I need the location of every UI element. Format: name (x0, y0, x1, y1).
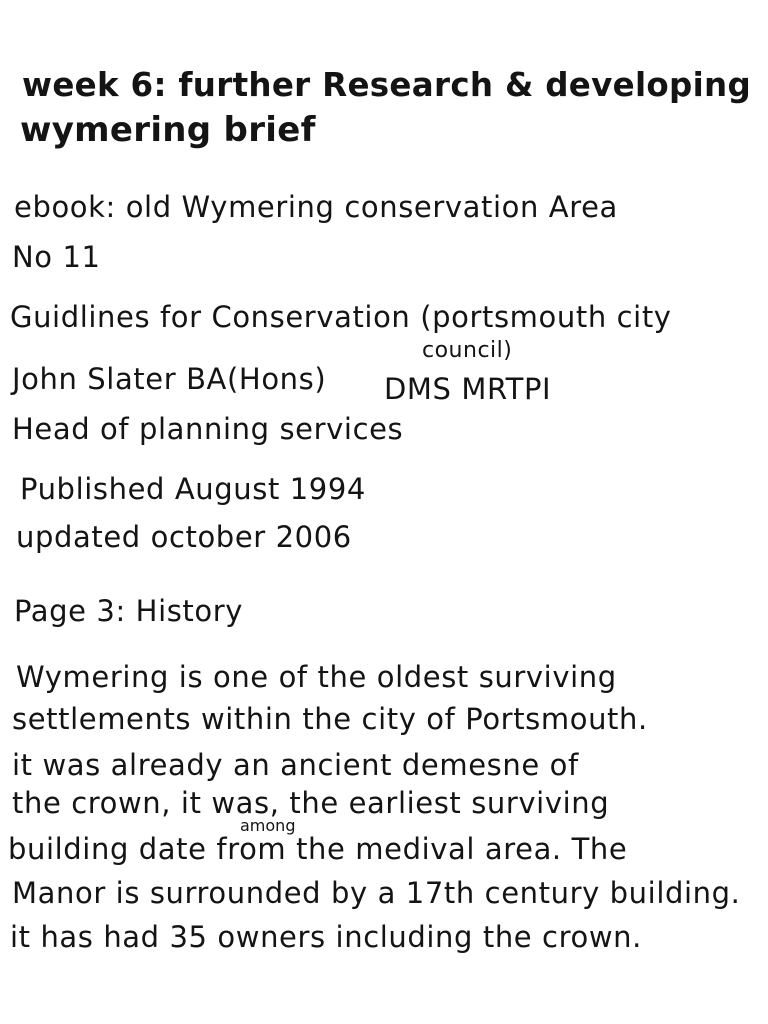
history-line: Manor is surrounded by a 17th century building. (12, 876, 741, 910)
guidelines-line-2: council) (422, 338, 513, 363)
history-line: the crown, it was, the earliest surviving (12, 786, 610, 820)
history-line: settlements within the city of Portsmouth. (12, 702, 648, 736)
history-line: it was already an ancient demesne of (12, 748, 579, 782)
history-line: it has had 35 owners including the crown. (10, 920, 642, 954)
ebook-title-line-2: No 11 (12, 240, 101, 274)
history-line: building date from the medival area. The (8, 832, 628, 866)
author-qualifications: DMS MRTPI (384, 372, 552, 406)
author-role: Head of planning services (12, 412, 404, 446)
published-date: Published August 1994 (20, 472, 366, 506)
ebook-title-line-1: ebook: old Wymering conservation Area (14, 190, 618, 224)
history-heading: Page 3: History (14, 594, 244, 628)
insertion-word: among (240, 816, 296, 835)
guidelines-line-1: Guidlines for Conservation (portsmouth city (10, 300, 672, 334)
history-line: Wymering is one of the oldest surviving (16, 660, 617, 694)
updated-date: updated october 2006 (16, 520, 352, 554)
heading-line-1: week 6: further Research & developing (22, 66, 752, 104)
author-name: John Slater BA(Hons) (12, 362, 327, 396)
heading-line-2: wymering brief (20, 110, 316, 150)
